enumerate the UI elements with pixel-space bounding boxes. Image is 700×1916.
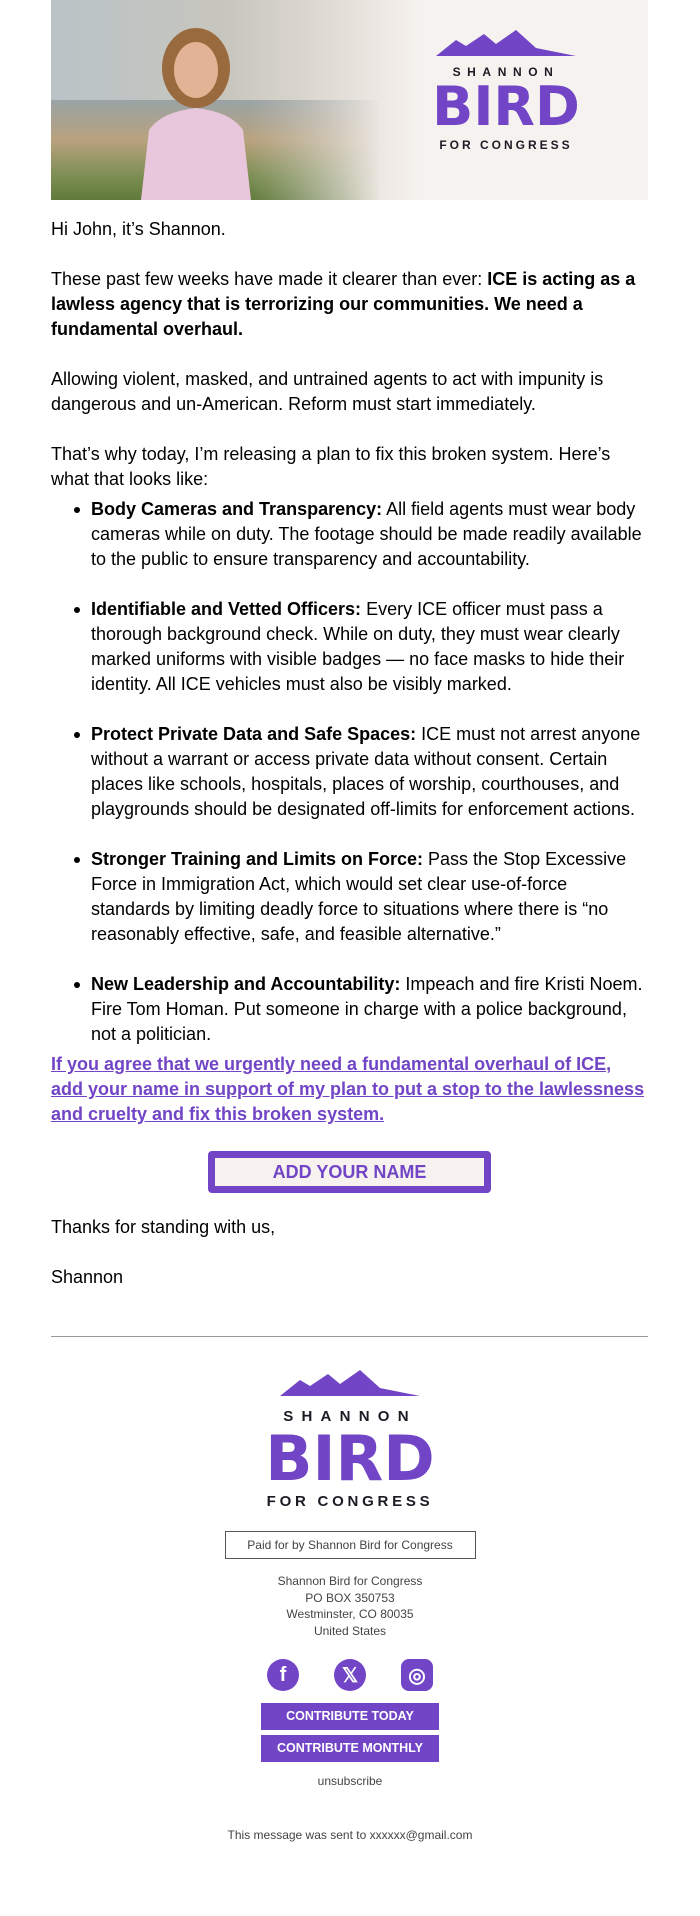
footer-logo <box>240 1369 460 1511</box>
list-item: Stronger Training and Limits on Force: Pass the Stop Excessive Force in Immigration Act, which would set clear use-of-force standards by limiting deadly force to situations where there is “no reasonably effective, safe, and feasible alternative.” <box>91 847 648 947</box>
facebook-icon[interactable]: f <box>267 1659 299 1691</box>
signoff: Thanks for standing with us, <box>51 1217 276 1237</box>
list-item: Identifiable and Vetted Officers: Every ICE officer must pass a thorough background check. While on duty, they must wear clearly marked uniforms with visible badges — no face masks to hide their identity. All ICE vehicles must also be visibly marked. <box>91 597 648 697</box>
intro-paragraph: These past few weeks have made it clearer than ever: ICE is acting as a lawless agency that is terrorizing our communities. We need a fundamental overhaul. <box>51 269 636 339</box>
logo-shannon: SHANNON <box>452 65 560 79</box>
address-line: Shannon Bird for Congress <box>277 1574 423 1589</box>
footer <box>0 1531 700 1872</box>
add-your-name-button[interactable]: ADD YOUR NAME <box>208 1151 491 1193</box>
candidate-photo <box>121 20 271 200</box>
address-line: United States <box>313 1623 387 1638</box>
paragraph-2: Allowing violent, masked, and untrained agents to act with impunity is dangerous and un-American. Reform must start immediately. <box>51 369 604 414</box>
signature: Shannon <box>51 1267 124 1287</box>
address-line: PO BOX 350753 <box>305 1590 395 1605</box>
mountain-icon <box>280 1369 420 1399</box>
contribute-today-button[interactable]: CONTRIBUTE TODAY <box>261 1703 439 1730</box>
social-links <box>0 1659 700 1691</box>
list-item: Protect Private Data and Safe Spaces: ICE must not arrest anyone without a warrant or access private data without consent. Certain places like schools, hospitals, places of worship, courthouses, and playgrounds should be designated off-limits for enforcement actions. <box>91 722 648 822</box>
logo-bird: BIRD <box>265 1422 435 1495</box>
logo-shannon: SHANNON <box>283 1408 417 1425</box>
paragraph-3: That’s why today, I’m releasing a plan to fix this broken system. Here’s what that looks like: <box>51 444 611 489</box>
mailing-address <box>0 1573 700 1639</box>
instagram-icon[interactable]: ◎ <box>401 1659 433 1691</box>
sent-to-notice: This message was sent to xxxxxx@gmail.com <box>227 1828 473 1843</box>
add-name-link[interactable]: If you agree that we urgently need a fundamental overhaul of ICE, add your name in support of my plan to put a stop to the lawlessness and cruelty and fix this broken system. <box>51 1054 645 1124</box>
list-item: New Leadership and Accountability: Impeach and fire Kristi Noem. Fire Tom Homan. Put someone in charge with a police background, not a politician. <box>91 972 648 1047</box>
banner-logo <box>421 30 591 152</box>
address-line: Westminster, CO 80035 <box>286 1607 414 1622</box>
x-icon[interactable]: 𝕏 <box>334 1659 366 1691</box>
unsubscribe-link[interactable]: unsubscribe <box>317 1774 383 1789</box>
paid-for-disclaimer: Paid for by Shannon Bird for Congress <box>225 1531 476 1559</box>
logo-for-congress: FOR CONGRESS <box>439 138 573 153</box>
contribute-monthly-button[interactable]: CONTRIBUTE MONTHLY <box>261 1735 439 1762</box>
mountain-icon <box>436 30 576 58</box>
header-banner <box>51 0 648 200</box>
list-item: Body Cameras and Transparency: All field agents must wear body cameras while on duty. The footage should be made readily available to the public to ensure transparency and accountability. <box>91 497 648 572</box>
logo-for-congress: FOR CONGRESS <box>266 1493 434 1511</box>
greeting: Hi John, it’s Shannon. <box>51 219 226 239</box>
logo-bird: BIRD <box>432 75 580 139</box>
divider <box>51 1336 648 1337</box>
email-body <box>51 217 648 1290</box>
plan-list <box>91 497 648 1047</box>
